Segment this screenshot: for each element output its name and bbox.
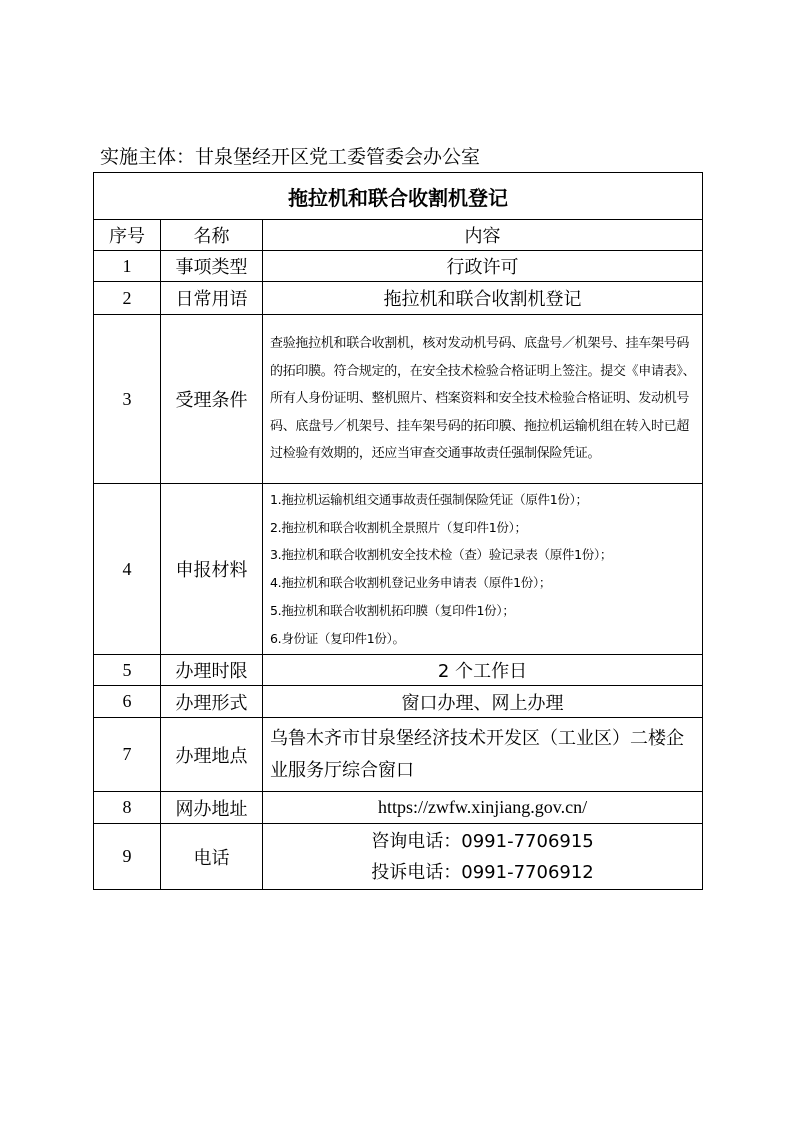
list-item: 3.拖拉机和联合收割机安全技术检（查）验记录表（原件1份）；: [270, 547, 613, 563]
common-name-label: 日常用语: [161, 282, 263, 315]
complaint-phone: 投诉电话：0991-7706912: [371, 861, 594, 883]
table-row: [94, 655, 703, 686]
table-row: [94, 792, 703, 824]
table-row: [94, 251, 703, 282]
processing-time-label: 办理时限: [161, 655, 263, 686]
row-number: 5: [94, 655, 161, 686]
phone-values: [263, 824, 703, 890]
table-row: [94, 484, 703, 655]
column-header-no: 序号: [94, 220, 161, 251]
row-number: 3: [94, 315, 161, 484]
processing-method-label: 办理形式: [161, 686, 263, 718]
list-item: 4.拖拉机和联合收割机登记业务申请表（原件1份）；: [270, 575, 552, 591]
list-item: 5.拖拉机和联合收割机拓印膜（复印件1份）；: [270, 602, 515, 618]
header-row: [94, 220, 703, 251]
consult-phone: 咨询电话：0991-7706915: [371, 830, 594, 852]
table-row: [94, 282, 703, 315]
location-label: 办理地点: [161, 718, 263, 792]
acceptance-conditions-label: 受理条件: [161, 315, 263, 484]
title-row: [94, 173, 703, 220]
location-value: 乌鲁木齐市甘泉堡经济技术开发区（工业区）二楼企业服务厅综合窗口: [263, 718, 703, 792]
row-number: 2: [94, 282, 161, 315]
column-header-content: 内容: [263, 220, 703, 251]
processing-method-value: 窗口办理、网上办理: [263, 686, 703, 718]
processing-time-value: 2 个工作日: [263, 655, 703, 686]
online-address-label: 网办地址: [161, 792, 263, 824]
row-number: 9: [94, 824, 161, 890]
registration-table: [93, 172, 703, 890]
acceptance-conditions-text: 查验拖拉机和联合收割机，核对发动机号码、底盘号／机架号、挂车架号码的拓印膜。符合规定的，在安全技术检验合格证明上签注。提交《申请表》、所有人身份证明、整机照片、档案资料和安全技术检验合格证明、发动机号码、底盘号／机架号、挂车架号码的拓印膜、拖拉机运输机组在转入时已超过检验有效期的，还应当审查交通事故责任强制保险凭证。: [263, 315, 703, 484]
application-materials-list: [263, 484, 703, 655]
list-item: 2.拖拉机和联合收割机全景照片（复印件1份）；: [270, 519, 527, 535]
phone-label: 电话: [161, 824, 263, 890]
row-number: 8: [94, 792, 161, 824]
online-address-link[interactable]: https://zwfw.xinjiang.gov.cn/: [263, 792, 703, 824]
table-row: [94, 718, 703, 792]
item-type-label: 事项类型: [161, 251, 263, 282]
table-row: [94, 315, 703, 484]
column-header-name: 名称: [161, 220, 263, 251]
implementer-line: 实施主体：甘泉堡经开区党工委管委会办公室: [100, 146, 481, 168]
common-name-value: 拖拉机和联合收割机登记: [263, 282, 703, 315]
table-title: 拖拉机和联合收割机登记: [94, 173, 703, 220]
row-number: 7: [94, 718, 161, 792]
item-type-value: 行政许可: [263, 251, 703, 282]
application-materials-label: 申报材料: [161, 484, 263, 655]
list-item: 1.拖拉机运输机组交通事故责任强制保险凭证（原件1份）；: [270, 492, 588, 507]
row-number: 4: [94, 484, 161, 655]
list-item: 6.身份证（复印件1份）。: [270, 630, 405, 646]
table-row: [94, 686, 703, 718]
row-number: 1: [94, 251, 161, 282]
table-row: [94, 824, 703, 890]
row-number: 6: [94, 686, 161, 718]
